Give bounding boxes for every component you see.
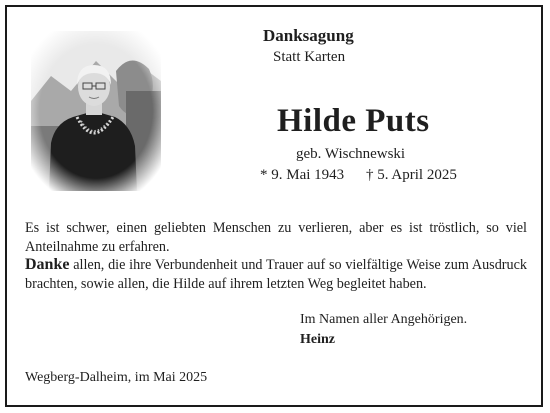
birth-name: geb. Wischnewski <box>296 146 406 162</box>
body-paragraph-1: Es ist schwer, einen geliebten Menschen zu verlieren, aber es ist tröstlich, so viel Anteilnahme zu erfahren. <box>25 220 527 255</box>
closing-line: Im Namen aller Angehörigen. <box>300 312 468 327</box>
birth-date: * 9. Mai 1943 <box>260 167 345 183</box>
thanks-lead-word: Danke <box>25 256 70 273</box>
signature: Heinz <box>300 332 335 347</box>
thanks-text: allen, die ihre Verbundenheit und Trauer auf so vielfältige Weise zum Ausdruck brachten, sowie allen, die Hilde auf ihrem letzten Weg begleitet haben. <box>25 257 527 292</box>
body-paragraph-2 <box>25 255 527 294</box>
place-date: Wegberg-Dalheim, im Mai 2025 <box>25 370 208 385</box>
obituary-notice <box>5 5 543 407</box>
portrait-photo <box>31 31 161 191</box>
notice-heading: Danksagung <box>263 26 354 45</box>
notice-subheading: Statt Karten <box>273 49 346 65</box>
death-date: † 5. April 2025 <box>366 167 457 183</box>
deceased-name: Hilde Puts <box>277 103 430 139</box>
